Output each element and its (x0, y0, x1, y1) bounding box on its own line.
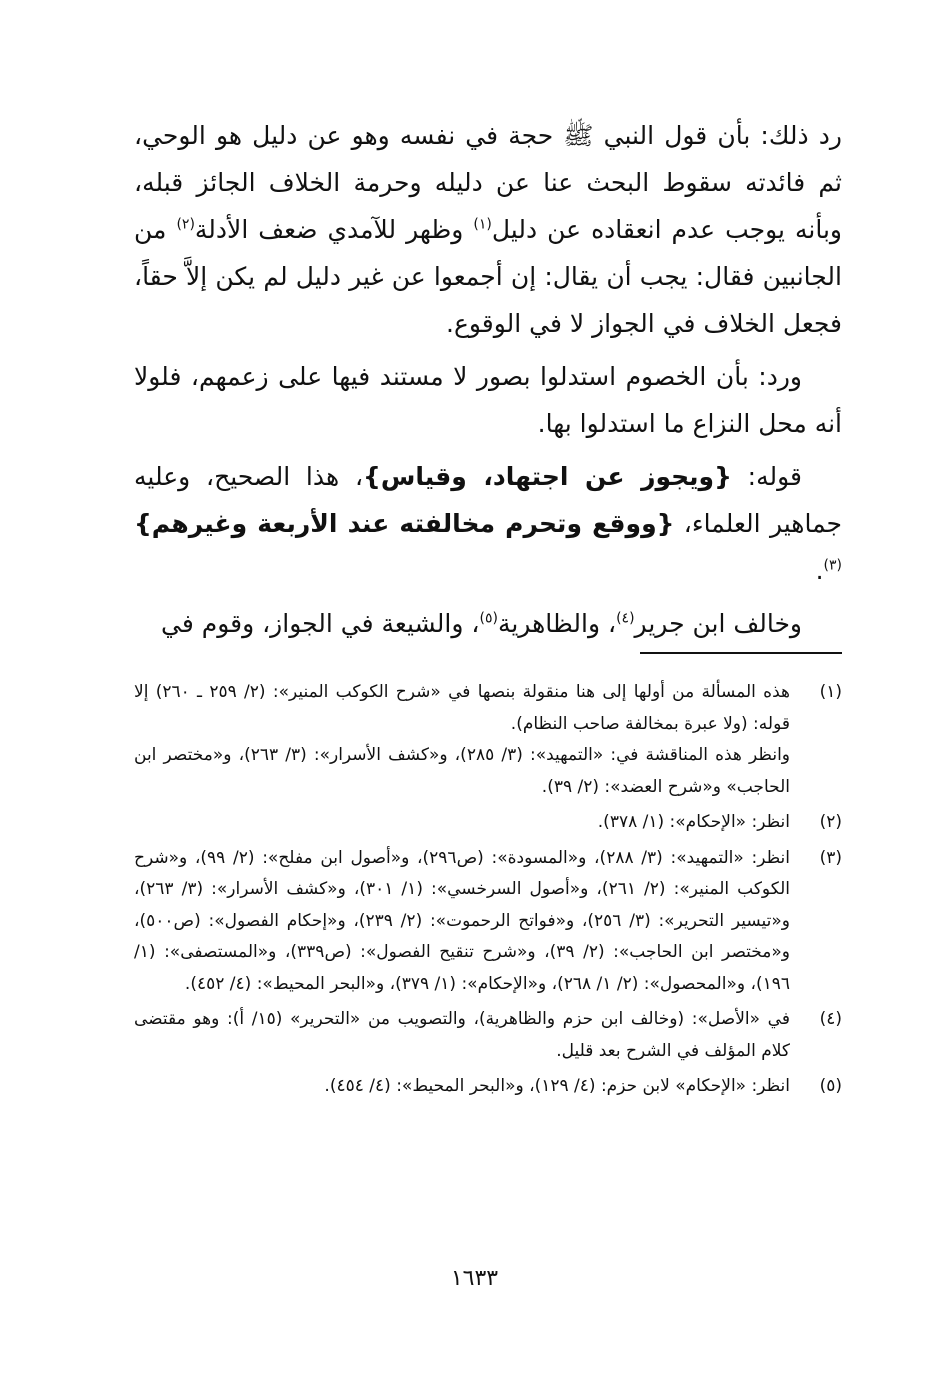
text-span: ، والظاهرية (497, 609, 617, 638)
page-number: ١٦٣٣ (450, 1266, 499, 1291)
main-text (134, 112, 842, 653)
footnote-line: انظر: «التمهيد»: (٣/ ٢٨٨)، و«المسودة»: (ص٢٩٦)، و«أصول ابن مفلح»: (٢/ ٩٩)، و«شرح الكوكب المنير»: (٢/ ٢٦١)، و«أصول السرخسي»: (١/ ٣٠١)، و«كشف الأسرار»: (٣/ ٢٦٣)، و«تيسير التحرير»: (٣/ ٢٥٦)، و«فواتح الرحموت»: (٢/ ٢٣٩)، و«إحكام الفصول»: (ص٥٠٠)، و«مختصر ابن الحاجب»: (٢/ ٣٩)، و«شرح تنقيح الفصول»: (ص٣٣٩)، و«المستصفى»: (١/ ١٩٦)، و«المحصول»: (٢/ ١/ ٢٦٨)، و«الإحكام»: (١/ ٣٧٩)، و«البحر المحيط»: (٤/ ٤٥٢). (134, 847, 791, 994)
footnote-body (134, 1004, 790, 1067)
footnote-ref-2[interactable]: (٢) (176, 216, 195, 233)
footnote-4 (134, 1004, 842, 1067)
footnote-ref-4[interactable]: (٤) (616, 610, 635, 627)
footnote-1 (134, 677, 842, 803)
paragraph-1 (134, 112, 842, 347)
footnote-line: وانظر هذه المناقشة في: «التمهيد»: (٣/ ٢٨٥)، و«كشف الأسرار»: (٣/ ٢٦٣)، و«مختصر ابن الحاجب» و«شرح العضد»: (٢/ ٣٩). (134, 745, 790, 797)
matn-quote: {ووقع وتحرم مخالفته عند الأربعة وغيرهم} (134, 509, 675, 538)
footnote-separator (640, 652, 842, 654)
footnote-number: (١) (819, 682, 842, 702)
footnote-3 (134, 843, 842, 1001)
text-span: رد ذلك: بأن قول النبي ﷺ حجة في نفسه وهو عن دليل هو الوحي، ثم فائدته سقوط البحث عنا عن دليله وحرمة الخلاف الجائز قبله، وبأنه يوجب عدم انعقاده عن دليل (134, 121, 842, 244)
text-span: وخالف ابن جرير (634, 609, 802, 638)
footnote-2 (134, 807, 842, 839)
footnotes (134, 677, 842, 1107)
text-span: ، والشيعة في الجواز، وقوم في (161, 609, 480, 638)
footnote-body (134, 807, 790, 839)
text-span: . (815, 556, 824, 585)
footnote-number: (٤) (819, 1009, 842, 1029)
footnote-number: (٢) (819, 812, 842, 832)
text-span: ، هذا الصحيح، وعليه جماهير العلماء، (134, 462, 842, 538)
footnote-body (134, 677, 790, 803)
text-span: وظهر للآمدي ضعف الأدلة (194, 215, 474, 244)
footnote-line: هذه المسألة من أولها إلى هنا منقولة بنصها في «شرح الكوكب المنير»: (٢/ ٢٥٩ ـ ٢٦٠) إلا قوله: (ولا عبرة بمخالفة صاحب النظام). (134, 682, 790, 734)
paragraph-4 (134, 600, 842, 647)
footnote-ref-5[interactable]: (٥) (479, 610, 498, 627)
text-span: قوله: (731, 462, 802, 491)
footnote-number: (٥) (819, 1076, 842, 1096)
paragraph-2: ورد: بأن الخصوم استدلوا بصور لا مستند فيها على زعمهم، فلولا أنه محل النزاع ما استدلوا بها. (134, 362, 842, 438)
footnote-number: (٣) (819, 847, 842, 868)
footnote-5 (134, 1071, 842, 1103)
footnote-body (134, 843, 790, 1001)
footnote-body (134, 1071, 790, 1103)
matn-quote: {ويجوز عن اجتهاد، وقياس} (363, 462, 732, 491)
paragraph-3 (134, 453, 842, 594)
footnote-line: انظر: «الإحكام»: (١/ ٣٧٨). (597, 812, 790, 832)
footnote-ref-1[interactable]: (١) (473, 216, 492, 233)
footnote-line: انظر: «الإحكام» لابن حزم: (٤/ ١٢٩)، و«البحر المحيط»: (٤/ ٤٥٤). (324, 1076, 790, 1096)
text-span: من الجانبين فقال: يجب أن يقال: إن أجمعوا عن غير دليل لم يكن إلاَّ حقاً، فجعل الخلاف في الجواز لا في الوقوع. (134, 215, 842, 338)
footnote-ref-3[interactable]: (٣) (823, 557, 842, 574)
footnote-line: في «الأصل»: (وخالف ابن حزم والظاهرية)، والتصويب من «التحرير» (١٥/ أ): وهو مقتضى كلام المؤلف في الشرح بعد قليل. (134, 1009, 790, 1061)
